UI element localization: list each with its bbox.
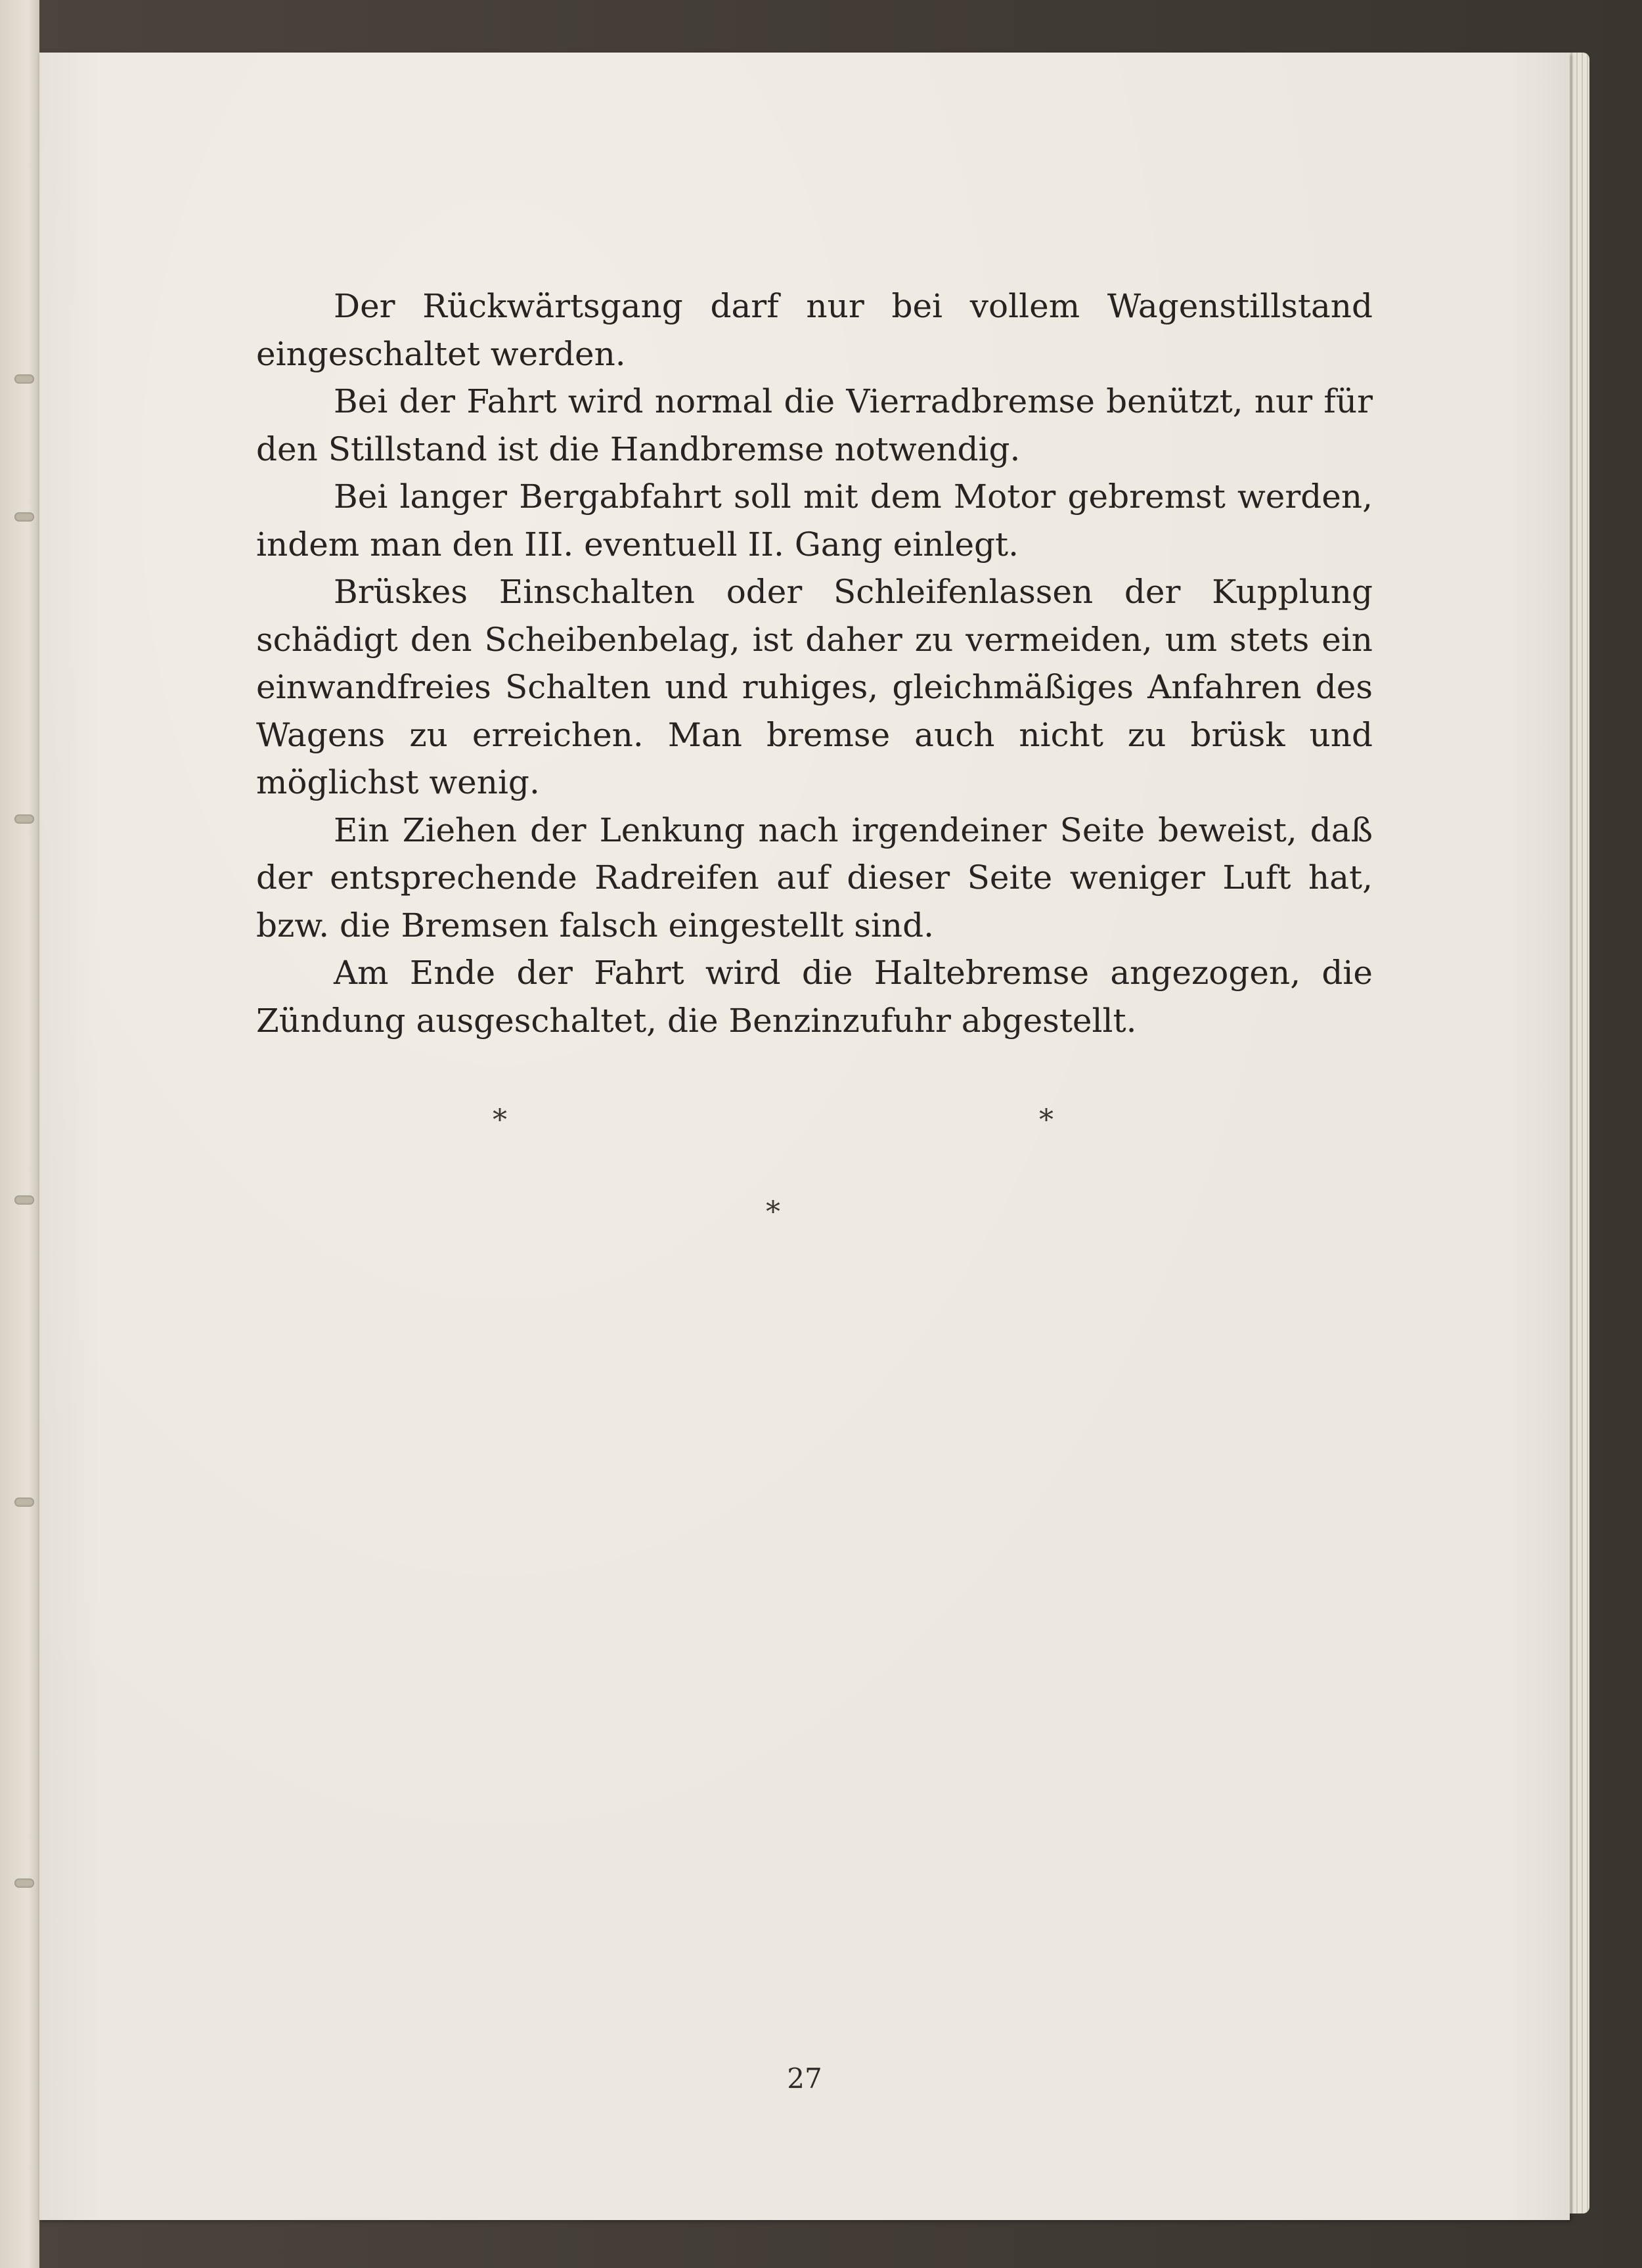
page-number: 27 <box>787 2062 822 2095</box>
separator-asterisk-center: * <box>766 1195 780 1229</box>
facing-page-edge <box>0 0 39 2268</box>
binding-stitch <box>14 512 34 522</box>
binding-stitch <box>14 814 34 824</box>
binding-stitch <box>14 1498 34 1507</box>
binding-stitch <box>14 1879 34 1888</box>
body-text <box>256 282 1373 1044</box>
binding-stitch <box>14 1195 34 1205</box>
book-page <box>39 53 1570 2220</box>
paragraph: Ein Ziehen der Lenkung nach irgendeiner Seite beweist, daß der entsprechende Radreifen auf dieser Seite weniger Luft hat, bzw. die Bremsen falsch eingestellt sind. <box>256 811 1373 945</box>
paragraph: Am Ende der Fahrt wird die Haltebremse angezogen, die Zündung ausgeschaltet, die Benzinzufuhr abgestellt. <box>256 954 1373 1040</box>
paragraph: Bei der Fahrt wird normal die Vierradbremse benützt, nur für den Stillstand ist die Handbremse notwendig. <box>256 382 1373 468</box>
paragraph: Brüskes Einschalten oder Schleifenlassen der Kupplung schädigt den Scheibenbelag, ist daher zu vermeiden, um stets ein einwandfreies Schalten und ruhiges, gleichmäßiges Anfahren des Wagens zu erreichen. Man bremse auch nicht zu brüsk und möglichst wenig. <box>256 573 1373 801</box>
paragraph: Bei langer Bergabfahrt soll mit dem Motor gebremst werden, indem man den III. eventuell II. Gang einlegt. <box>256 478 1373 564</box>
separator-asterisk-right: * <box>1039 1103 1054 1137</box>
binding-stitch <box>14 374 34 384</box>
separator-asterisk-left: * <box>493 1103 507 1137</box>
paragraph: Der Rückwärtsgang darf nur bei vollem Wagenstillstand eingeschaltet werden. <box>256 287 1373 373</box>
